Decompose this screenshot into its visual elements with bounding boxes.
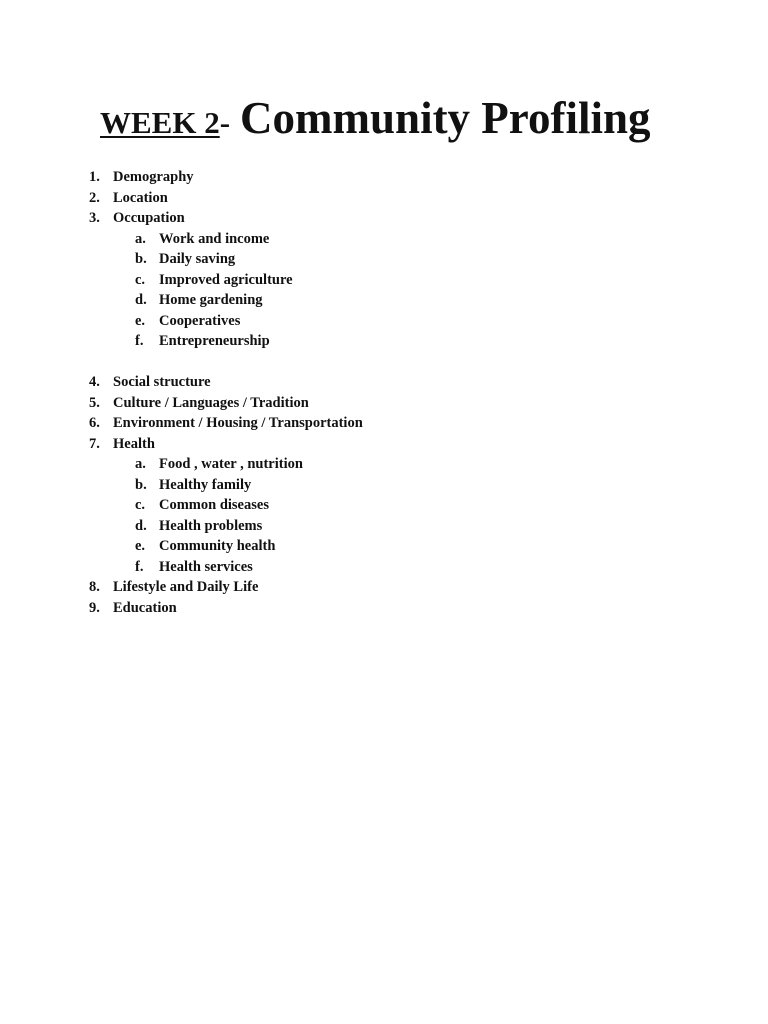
sublist-letter: c. <box>135 271 146 288</box>
sublist-letter: d. <box>135 292 147 308</box>
sublist-text: Work and income <box>159 230 270 247</box>
sublist-item <box>0 290 768 311</box>
sublist-item <box>0 495 768 516</box>
list-item-lifestyle <box>0 577 768 598</box>
list-number: 4. <box>89 374 100 390</box>
list-text: Occupation <box>113 210 185 226</box>
list-text: Social structure <box>113 374 211 390</box>
list-text: Location <box>113 189 168 206</box>
list-text: Environment / Housing / Transportation <box>113 415 363 431</box>
title-main: Community Profiling <box>240 93 651 143</box>
list-text: Demography <box>113 169 194 185</box>
sublist-item <box>0 249 768 270</box>
sublist-text: Cooperatives <box>159 312 241 329</box>
list-text: Education <box>113 599 177 616</box>
sublist-text: Home gardening <box>159 292 263 308</box>
sublist-item <box>0 311 768 332</box>
sublist-text: Health services <box>159 558 253 575</box>
sublist-item <box>0 516 768 537</box>
sublist-letter: c. <box>135 497 146 513</box>
sublist-item <box>0 270 768 291</box>
list-item-culture <box>0 393 768 414</box>
list-text: Health <box>113 435 155 452</box>
list-text: Lifestyle and Daily Life <box>113 579 259 595</box>
sublist-text: Improved agriculture <box>159 271 293 288</box>
sublist-item <box>0 536 768 557</box>
sublist-item <box>0 331 768 352</box>
sublist-item <box>0 454 768 475</box>
topic-outline <box>0 167 768 618</box>
sublist-letter: f. <box>135 558 144 575</box>
sublist-text: Entrepreneurship <box>159 333 270 349</box>
list-number: 5. <box>89 394 100 411</box>
list-item-social-structure <box>0 372 768 393</box>
sublist-letter: d. <box>135 517 147 534</box>
sublist-letter: e. <box>135 312 146 329</box>
list-number: 6. <box>89 415 100 431</box>
list-item-occupation <box>0 208 768 229</box>
sublist-text: Healthy family <box>159 476 252 493</box>
list-number: 1. <box>89 169 100 185</box>
list-number: 2. <box>89 189 100 206</box>
sublist-text: Daily saving <box>159 251 236 267</box>
sublist-letter: e. <box>135 538 146 554</box>
page-title <box>100 93 651 143</box>
title-dash: - <box>219 105 231 140</box>
sublist-item <box>0 475 768 496</box>
sublist-letter: b. <box>135 476 147 493</box>
list-number: 9. <box>89 599 100 616</box>
list-item-education <box>0 598 768 619</box>
list-number: 7. <box>89 435 100 452</box>
list-item-environment <box>0 413 768 434</box>
sublist-text: Community health <box>159 538 276 554</box>
list-number: 8. <box>89 579 100 595</box>
sublist-letter: b. <box>135 251 147 267</box>
sublist-text: Health problems <box>159 517 263 534</box>
sublist-item <box>0 229 768 250</box>
sublist-letter: a. <box>135 456 146 472</box>
list-item-health <box>0 434 768 455</box>
sublist-letter: f. <box>135 333 144 349</box>
list-item-location <box>0 188 768 209</box>
list-text: Culture / Languages / Tradition <box>113 394 309 411</box>
sublist-text: Food , water , nutrition <box>159 456 303 472</box>
sublist-item <box>0 557 768 578</box>
list-number: 3. <box>89 210 100 226</box>
title-week: WEEK 2 <box>100 105 220 140</box>
sublist-letter: a. <box>135 230 146 247</box>
sublist-text: Common diseases <box>159 497 269 513</box>
section-gap <box>0 352 768 373</box>
list-item-demography <box>0 167 768 188</box>
